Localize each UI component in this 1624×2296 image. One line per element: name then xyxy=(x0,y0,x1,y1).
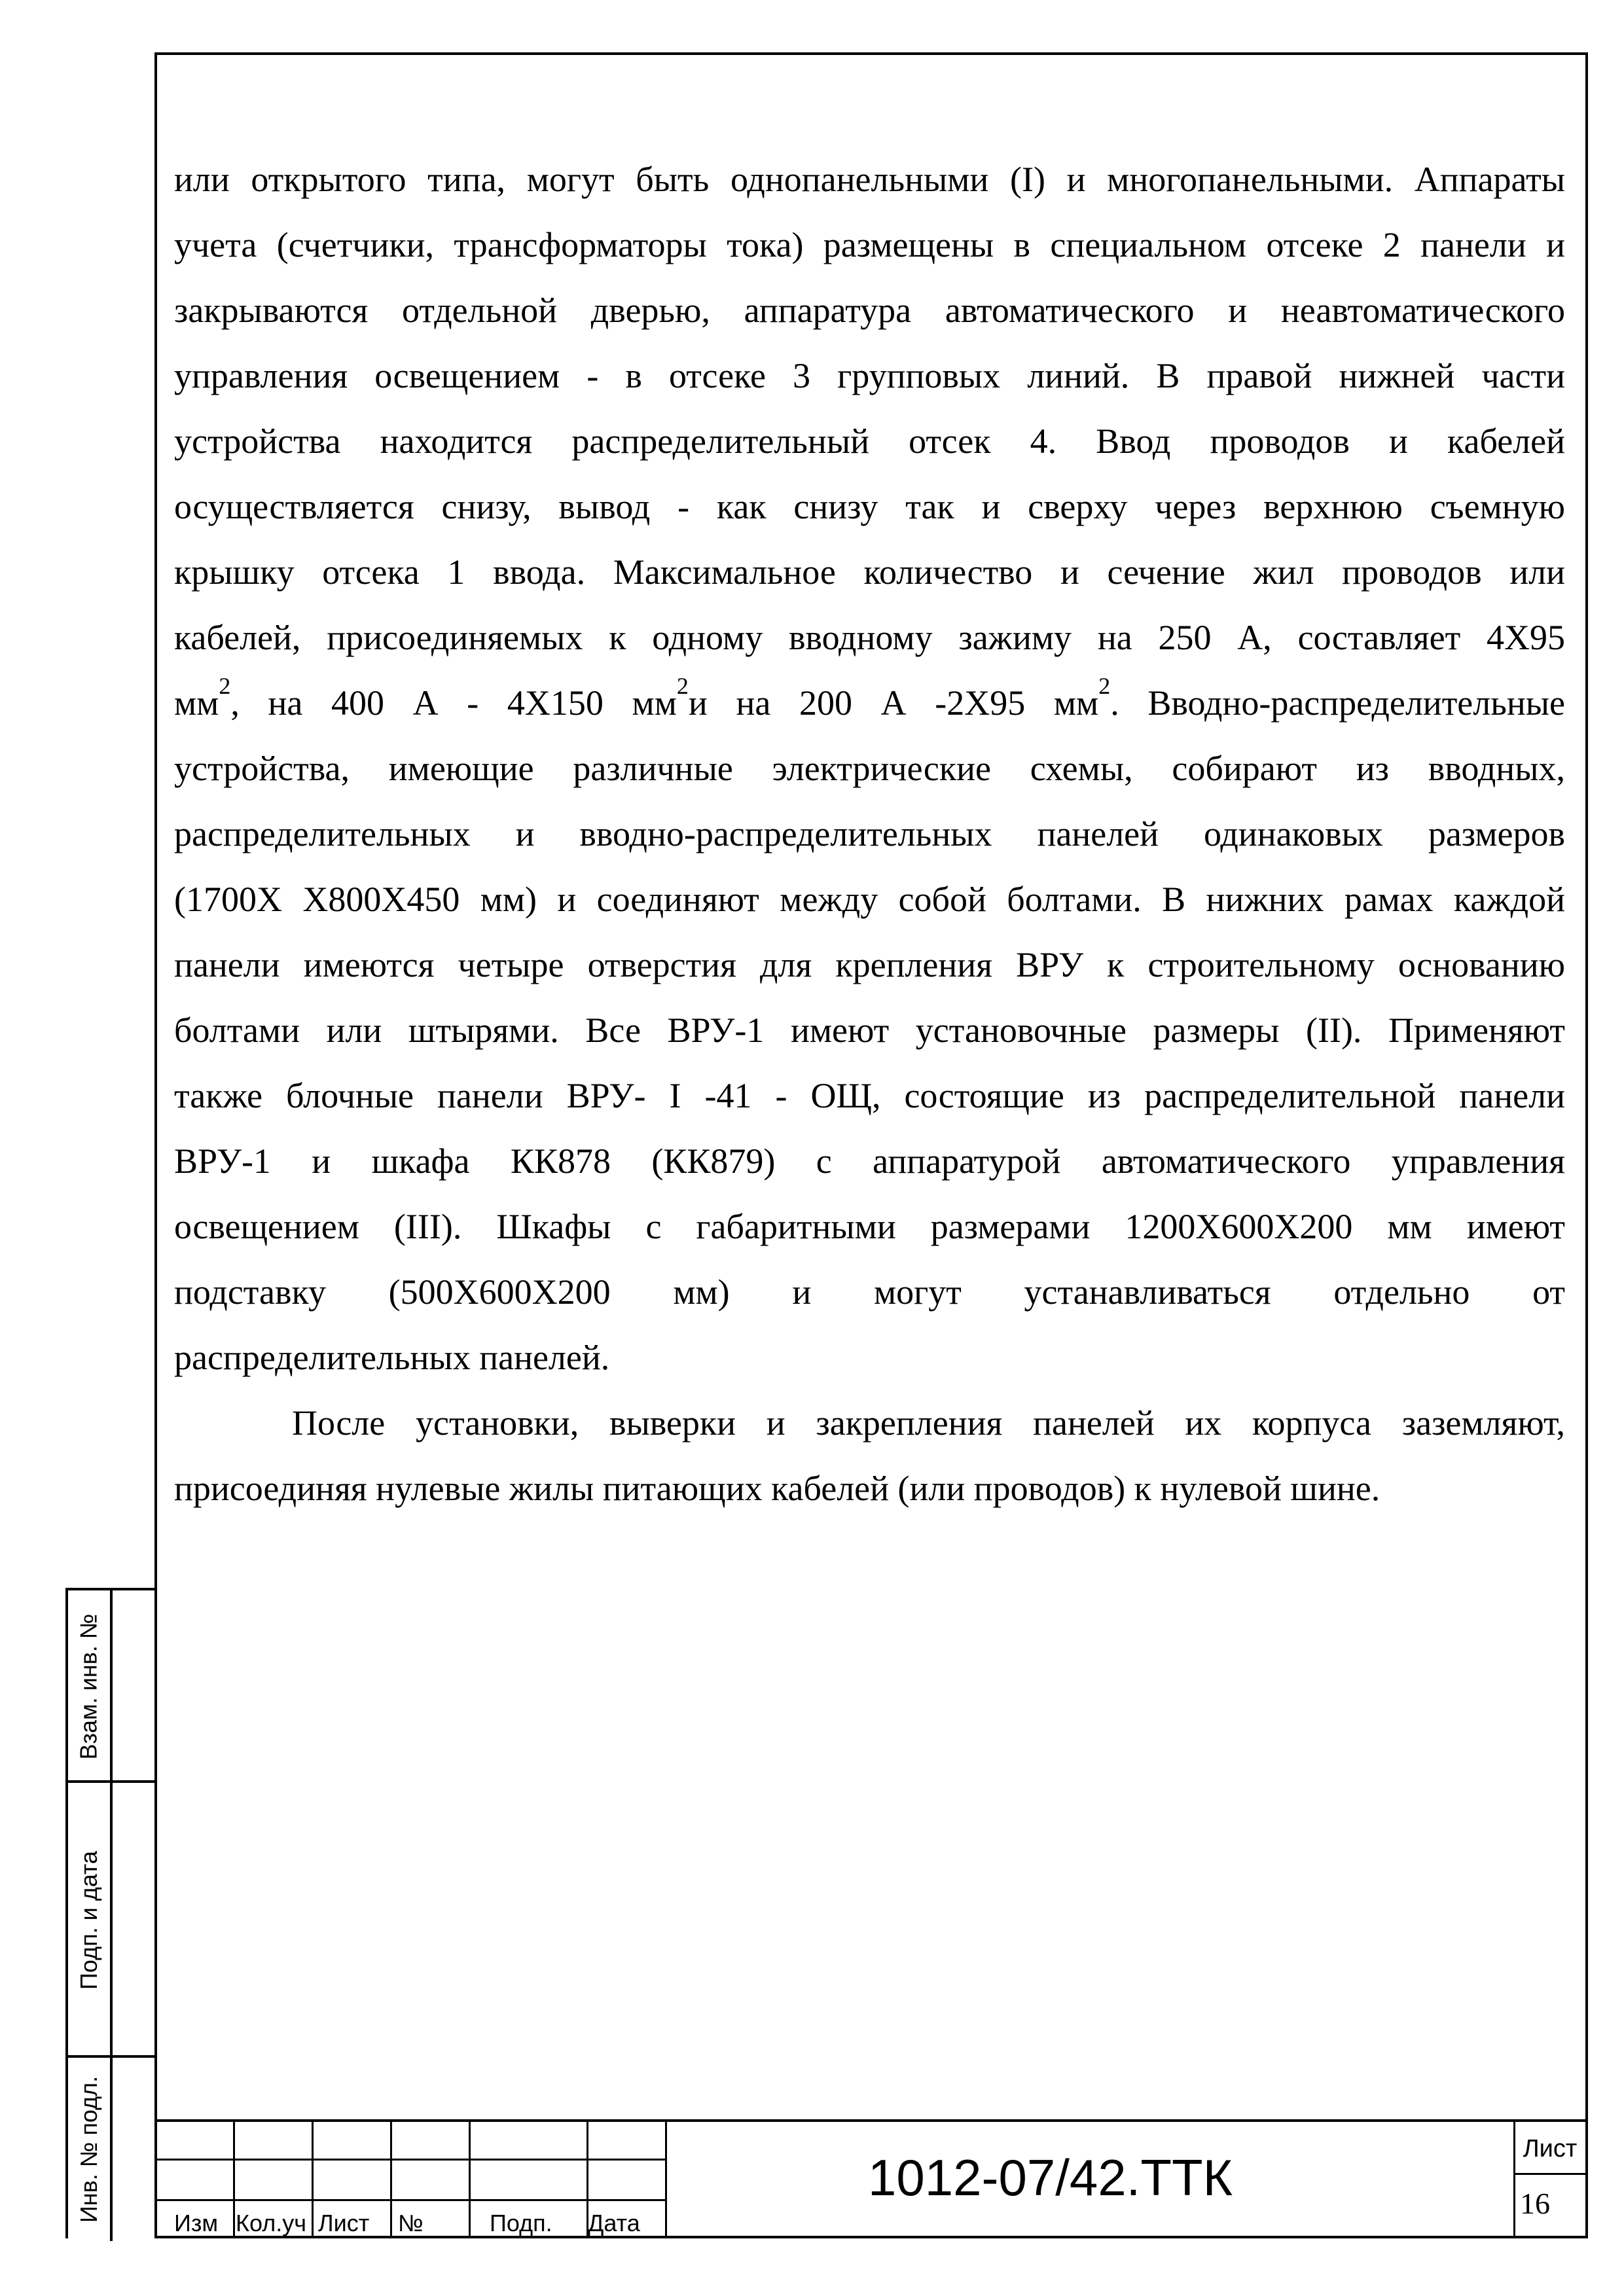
side-label-inv: Инв. № подл. xyxy=(75,2075,102,2223)
text-line: ВРУ-1 и шкафа КК878 (КК879) с аппаратурой автоматического управления xyxy=(174,1141,1565,1181)
body-text xyxy=(174,147,1565,1521)
text-line: управления освещением - в отсеке 3 групповых линий. В правой нижней части xyxy=(174,356,1565,395)
document-number: 1012-07/42.ТТК xyxy=(868,2149,1233,2206)
text-line: распределительных и вводно-распределительных панелей одинаковых размеров xyxy=(174,814,1565,853)
superscript-2: 2 xyxy=(676,673,689,699)
text-line: устройства, имеющие различные электрические схемы, собирают из вводных, xyxy=(174,749,1565,788)
sheet-label: Лист xyxy=(1523,2135,1578,2162)
sheet-number: 16 xyxy=(1520,2187,1550,2220)
col-kolvo: Кол.уч xyxy=(236,2210,306,2236)
side-label-podp: Подп. и дата xyxy=(75,1850,102,1990)
text-line: подставку (500Х600Х200 мм) и могут устанавливаться отдельно от xyxy=(174,1272,1565,1312)
text-line: болтами или штырями. Все ВРУ-1 имеют установочные размеры (II). Применяют xyxy=(174,1011,1565,1050)
text-line: (1700Х Х800Х450 мм) и соединяют между собой болтами. В нижних рамах каждой xyxy=(174,880,1565,919)
col-podp: Подп. xyxy=(490,2210,552,2236)
col-list: Лист xyxy=(318,2210,370,2236)
text-line: кабелей, присоединяемых к одному вводному зажиму на 250 А, составляет 4Х95 xyxy=(174,618,1565,657)
text-line: освещением (III). Шкафы с габаритными размерами 1200Х600Х200 мм имеют xyxy=(174,1207,1565,1246)
text-line: или открытого типа, могут быть однопанельными (I) и многопанельными. Аппараты xyxy=(174,160,1565,199)
text-line: панели имеются четыре отверстия для крепления ВРУ к строительному основанию xyxy=(174,945,1565,984)
col-data: Дата xyxy=(588,2210,640,2236)
text-line: крышку отсека 1 ввода. Максимальное количество и сечение жил проводов или xyxy=(174,552,1565,592)
col-num: № xyxy=(398,2210,424,2236)
text-line: присоединяя нулевые жилы питающих кабелей (или проводов) к нулевой шине. xyxy=(174,1469,1380,1508)
col-izm: Изм xyxy=(174,2210,219,2236)
superscript-2: 2 xyxy=(1098,673,1111,699)
text-line-superscript: $мм^2$, на 400 А - 4Х150 $мм^2и$ на 200 А -2Х95 $мм^2$. Вводно-распределительные xyxy=(174,673,1565,723)
text-line: устройства находится распределительный отсек 4. Ввод проводов и кабелей xyxy=(174,422,1565,461)
superscript-2: 2 xyxy=(219,673,231,699)
title-block xyxy=(154,2119,1588,2238)
side-stamp xyxy=(65,1588,154,2238)
text-line: учета (счетчики, трансформаторы тока) размещены в специальном отсеке 2 панели и xyxy=(174,225,1565,264)
text-line: закрываются отдельной дверью, аппаратура автоматического и неавтоматического xyxy=(174,291,1565,330)
text-line: также блочные панели ВРУ- I -41 - ОЩ, состоящие из распределительной панели xyxy=(174,1076,1565,1115)
text-line: После установки, выверки и закрепления панелей их корпуса заземляют, xyxy=(292,1403,1565,1443)
text-line: осуществляется снизу, вывод - как снизу так и сверху через верхнюю съемную xyxy=(174,487,1565,526)
text-line: распределительных панелей. xyxy=(174,1338,610,1377)
side-label-vzam: Взам. инв. № xyxy=(75,1613,102,1760)
